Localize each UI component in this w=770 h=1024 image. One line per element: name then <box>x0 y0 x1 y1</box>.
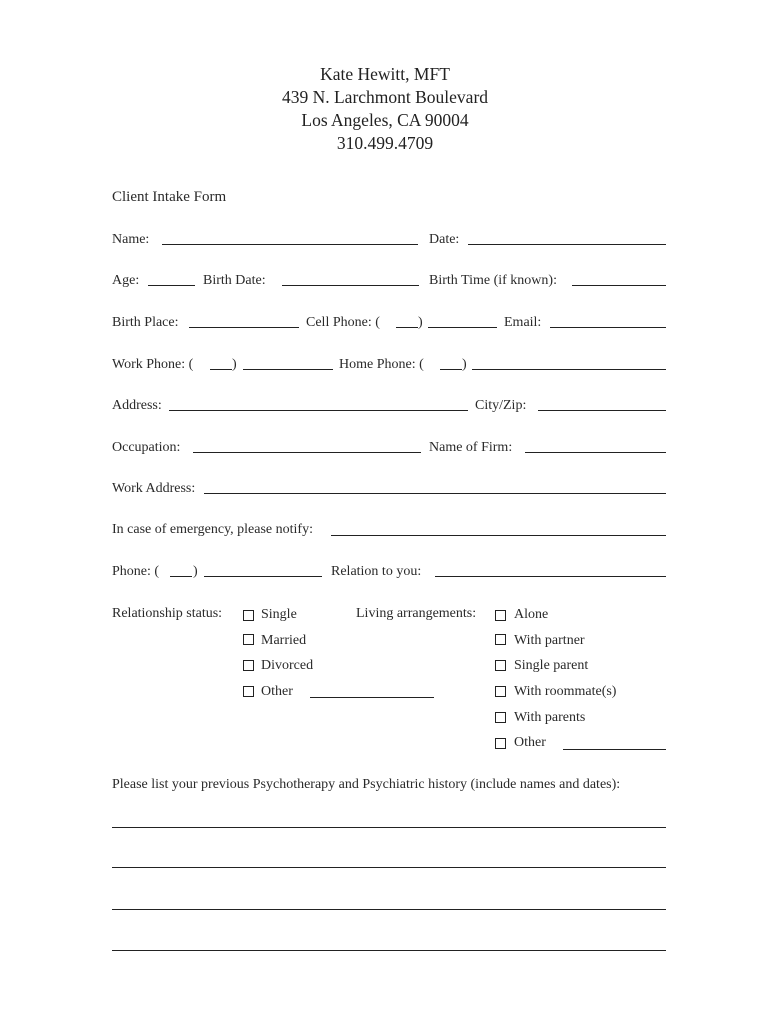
cell-area-code-field[interactable] <box>396 327 418 328</box>
option-divorced-label: Divorced <box>261 658 314 673</box>
checkbox-with-partner[interactable] <box>495 634 506 645</box>
firm-name-field[interactable] <box>525 452 666 453</box>
history-line-4[interactable] <box>112 950 666 951</box>
option-alone-label: Alone <box>514 607 549 622</box>
city-zip-label: City/Zip: <box>475 398 527 413</box>
cell-phone-label: Cell Phone: ( <box>306 315 380 330</box>
emergency-phone-field[interactable] <box>204 576 322 577</box>
occupation-label: Occupation: <box>112 440 181 455</box>
emergency-label: In case of emergency, please notify: <box>112 522 313 537</box>
checkbox-with-roommates[interactable] <box>495 686 506 697</box>
home-area-code-field[interactable] <box>440 369 462 370</box>
home-phone-field[interactable] <box>472 369 666 370</box>
birth-date-field[interactable] <box>282 285 419 286</box>
age-label: Age: <box>112 273 140 288</box>
relation-field[interactable] <box>435 576 666 577</box>
living-other-field[interactable] <box>563 749 666 750</box>
work-address-label: Work Address: <box>112 481 196 496</box>
checkbox-divorced[interactable] <box>243 660 254 671</box>
option-married-label: Married <box>261 633 307 648</box>
birth-place-field[interactable] <box>189 327 299 328</box>
option-single-label: Single <box>261 607 297 622</box>
name-label: Name: <box>112 232 150 247</box>
date-label: Date: <box>429 232 460 247</box>
emergency-phone-label: Phone: ( <box>112 564 160 579</box>
checkbox-living-other[interactable] <box>495 738 506 749</box>
birth-place-label: Birth Place: <box>112 315 179 330</box>
letterhead-name: Kate Hewitt, MFT <box>320 64 450 84</box>
checkbox-with-parents[interactable] <box>495 712 506 723</box>
name-field[interactable] <box>162 244 418 245</box>
date-field[interactable] <box>468 244 666 245</box>
occupation-field[interactable] <box>193 452 421 453</box>
relationship-other-field[interactable] <box>310 697 434 698</box>
city-zip-field[interactable] <box>538 410 666 411</box>
work-close-paren: ) <box>232 357 237 372</box>
relation-label: Relation to you: <box>331 564 422 579</box>
option-with-roommates-label: With roommate(s) <box>514 684 617 699</box>
email-field[interactable] <box>550 327 666 328</box>
option-relationship-other-label: Other <box>261 684 293 699</box>
email-label: Email: <box>504 315 542 330</box>
birth-time-field[interactable] <box>572 285 666 286</box>
home-phone-label: Home Phone: ( <box>339 357 424 372</box>
address-label: Address: <box>112 398 162 413</box>
home-close-paren: ) <box>462 357 467 372</box>
checkbox-married[interactable] <box>243 634 254 645</box>
history-line-3[interactable] <box>112 909 666 910</box>
cell-phone-field[interactable] <box>428 327 497 328</box>
emergency-contact-field[interactable] <box>331 535 666 536</box>
history-prompt: Please list your previous Psychotherapy and Psychiatric history (include names and dates): <box>112 777 621 792</box>
living-arrangements-label: Living arrangements: <box>356 606 477 621</box>
relationship-status-label: Relationship status: <box>112 606 223 621</box>
checkbox-alone[interactable] <box>495 610 506 621</box>
checkbox-single[interactable] <box>243 610 254 621</box>
letterhead-phone: 310.499.4709 <box>336 133 434 153</box>
form-title: Client Intake Form <box>112 189 227 205</box>
option-with-partner-label: With partner <box>514 633 585 648</box>
work-address-field[interactable] <box>204 493 666 494</box>
age-field[interactable] <box>148 285 195 286</box>
checkbox-single-parent[interactable] <box>495 660 506 671</box>
emergency-area-code-field[interactable] <box>170 576 192 577</box>
address-field[interactable] <box>169 410 468 411</box>
checkbox-relationship-other[interactable] <box>243 686 254 697</box>
work-phone-field[interactable] <box>243 369 333 370</box>
letterhead-city: Los Angeles, CA 90004 <box>301 110 469 130</box>
birth-date-label: Birth Date: <box>203 273 266 288</box>
work-area-code-field[interactable] <box>210 369 232 370</box>
firm-name-label: Name of Firm: <box>429 440 513 455</box>
letterhead-street: 439 N. Larchmont Boulevard <box>281 87 489 107</box>
history-line-2[interactable] <box>112 867 666 868</box>
option-living-other-label: Other <box>514 735 546 750</box>
birth-time-label: Birth Time (if known): <box>429 273 557 288</box>
cell-close-paren: ) <box>418 315 423 330</box>
emergency-close-paren: ) <box>193 564 198 579</box>
option-single-parent-label: Single parent <box>514 658 589 673</box>
work-phone-label: Work Phone: ( <box>112 357 194 372</box>
history-line-1[interactable] <box>112 827 666 828</box>
option-with-parents-label: With parents <box>514 710 586 725</box>
